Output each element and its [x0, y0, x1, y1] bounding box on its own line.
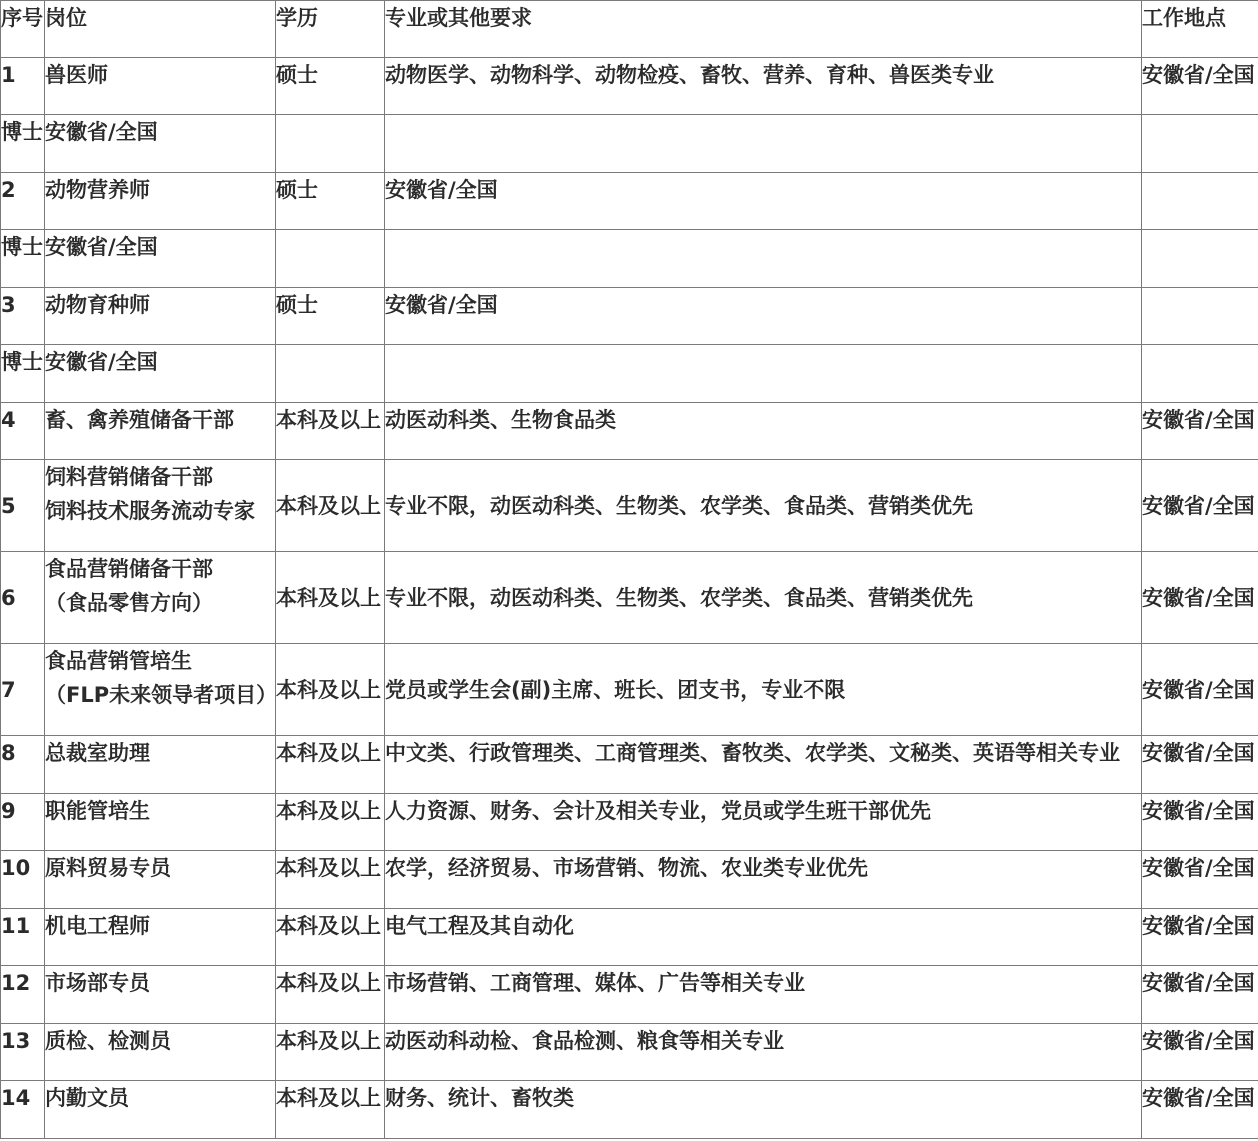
cell-location: 安徽省/全国	[1142, 58, 1258, 115]
cell-requirements: 安徽省/全国	[385, 173, 1142, 230]
cell-education: 本科及以上	[276, 966, 385, 1024]
position-line: 食品营销储备干部	[45, 557, 213, 581]
cell-requirements: 专业不限，动医动科类、生物类、农学类、食品类、营销类优先	[385, 552, 1142, 644]
table-row	[1, 173, 1258, 230]
cell-requirements: 市场营销、工商管理、媒体、广告等相关专业	[385, 966, 1142, 1024]
cell-location: 安徽省/全国	[1142, 403, 1258, 460]
cell-position: 畜、禽养殖储备干部	[45, 403, 276, 460]
cell-location: 安徽省/全国	[1142, 909, 1258, 966]
cell-no: 3	[1, 288, 45, 345]
cell-no: 14	[1, 1081, 45, 1139]
position-line: 饲料技术服务流动专家	[45, 499, 255, 523]
cell-requirements: 专业不限，动医动科类、生物类、农学类、食品类、营销类优先	[385, 460, 1142, 552]
position-line: 饲料营销储备干部	[45, 465, 213, 489]
cell-location	[1142, 173, 1258, 230]
header-no: 序号	[1, 1, 45, 58]
cell-position	[45, 644, 276, 736]
table-row	[1, 552, 1258, 644]
cell-location: 安徽省/全国	[1142, 851, 1258, 909]
cell-requirements	[385, 115, 1142, 173]
table-row	[1, 794, 1258, 851]
cell-no: 6	[1, 552, 45, 644]
cell-no: 9	[1, 794, 45, 851]
cell-requirements: 安徽省/全国	[385, 288, 1142, 345]
cell-education: 本科及以上	[276, 403, 385, 460]
cell-requirements: 动医动科动检、食品检测、粮食等相关专业	[385, 1024, 1142, 1081]
cell-requirements	[385, 345, 1142, 403]
cell-location	[1142, 115, 1258, 173]
cell-education	[276, 345, 385, 403]
cell-position: 市场部专员	[45, 966, 276, 1024]
cell-requirements: 动物医学、动物科学、动物检疫、畜牧、营养、育种、兽医类专业	[385, 58, 1142, 115]
table-row	[1, 288, 1258, 345]
cell-location: 安徽省/全国	[1142, 460, 1258, 552]
cell-requirements: 电气工程及其自动化	[385, 909, 1142, 966]
cell-position: 安徽省/全国	[45, 230, 276, 288]
cell-position: 总裁室助理	[45, 736, 276, 794]
position-line: （食品零售方向）	[45, 591, 213, 615]
cell-location: 安徽省/全国	[1142, 644, 1258, 736]
cell-no: 13	[1, 1024, 45, 1081]
cell-education: 本科及以上	[276, 644, 385, 736]
cell-no: 7	[1, 644, 45, 736]
cell-position	[45, 552, 276, 644]
cell-education: 硕士	[276, 173, 385, 230]
cell-location: 安徽省/全国	[1142, 1081, 1258, 1139]
cell-location: 安徽省/全国	[1142, 794, 1258, 851]
cell-position: 质检、检测员	[45, 1024, 276, 1081]
cell-position: 兽医师	[45, 58, 276, 115]
header-requirements: 专业或其他要求	[385, 1, 1142, 58]
cell-position: 内勤文员	[45, 1081, 276, 1139]
header-position: 岗位	[45, 1, 276, 58]
cell-education: 本科及以上	[276, 736, 385, 794]
table-row	[1, 644, 1258, 736]
cell-location: 安徽省/全国	[1142, 736, 1258, 794]
cell-position: 原料贸易专员	[45, 851, 276, 909]
cell-no: 8	[1, 736, 45, 794]
cell-location	[1142, 230, 1258, 288]
table-row	[1, 851, 1258, 909]
table-row	[1, 1024, 1258, 1081]
cell-requirements: 人力资源、财务、会计及相关专业，党员或学生班干部优先	[385, 794, 1142, 851]
cell-no: 4	[1, 403, 45, 460]
table-row	[1, 403, 1258, 460]
table-row	[1, 1081, 1258, 1139]
cell-no: 10	[1, 851, 45, 909]
cell-no: 5	[1, 460, 45, 552]
cell-no: 12	[1, 966, 45, 1024]
cell-requirements: 财务、统计、畜牧类	[385, 1081, 1142, 1139]
cell-position: 安徽省/全国	[45, 345, 276, 403]
cell-position: 机电工程师	[45, 909, 276, 966]
cell-requirements	[385, 230, 1142, 288]
table-row	[1, 909, 1258, 966]
cell-education: 本科及以上	[276, 794, 385, 851]
cell-no: 11	[1, 909, 45, 966]
position-line: （FLP未来领导者项目）	[45, 683, 278, 707]
cell-education: 硕士	[276, 58, 385, 115]
cell-education	[276, 230, 385, 288]
cell-position: 动物育种师	[45, 288, 276, 345]
header-location: 工作地点	[1142, 1, 1258, 58]
table-row	[1, 230, 1258, 288]
cell-no: 2	[1, 173, 45, 230]
cell-position: 职能管培生	[45, 794, 276, 851]
cell-requirements: 农学，经济贸易、市场营销、物流、农业类专业优先	[385, 851, 1142, 909]
table-row	[1, 460, 1258, 552]
cell-no: 1	[1, 58, 45, 115]
cell-requirements: 动医动科类、生物食品类	[385, 403, 1142, 460]
table-row	[1, 966, 1258, 1024]
table-row	[1, 345, 1258, 403]
cell-position: 动物营养师	[45, 173, 276, 230]
cell-position	[45, 460, 276, 552]
table-row	[1, 58, 1258, 115]
cell-no: 博士	[1, 115, 45, 173]
cell-location: 安徽省/全国	[1142, 1024, 1258, 1081]
cell-location: 安徽省/全国	[1142, 552, 1258, 644]
cell-education: 本科及以上	[276, 909, 385, 966]
table-row	[1, 115, 1258, 173]
cell-no: 博士	[1, 230, 45, 288]
cell-education: 硕士	[276, 288, 385, 345]
cell-location	[1142, 288, 1258, 345]
table-row	[1, 736, 1258, 794]
header-education: 学历	[276, 1, 385, 58]
cell-requirements: 党员或学生会(副)主席、班长、团支书，专业不限	[385, 644, 1142, 736]
cell-requirements: 中文类、行政管理类、工商管理类、畜牧类、农学类、文秘类、英语等相关专业	[385, 736, 1142, 794]
cell-education	[276, 115, 385, 173]
cell-education: 本科及以上	[276, 552, 385, 644]
cell-education: 本科及以上	[276, 460, 385, 552]
cell-location: 安徽省/全国	[1142, 966, 1258, 1024]
table-header-row	[1, 1, 1258, 58]
cell-education: 本科及以上	[276, 851, 385, 909]
position-line: 食品营销管培生	[45, 649, 192, 673]
cell-position: 安徽省/全国	[45, 115, 276, 173]
cell-location	[1142, 345, 1258, 403]
cell-education: 本科及以上	[276, 1024, 385, 1081]
cell-education: 本科及以上	[276, 1081, 385, 1139]
cell-no: 博士	[1, 345, 45, 403]
